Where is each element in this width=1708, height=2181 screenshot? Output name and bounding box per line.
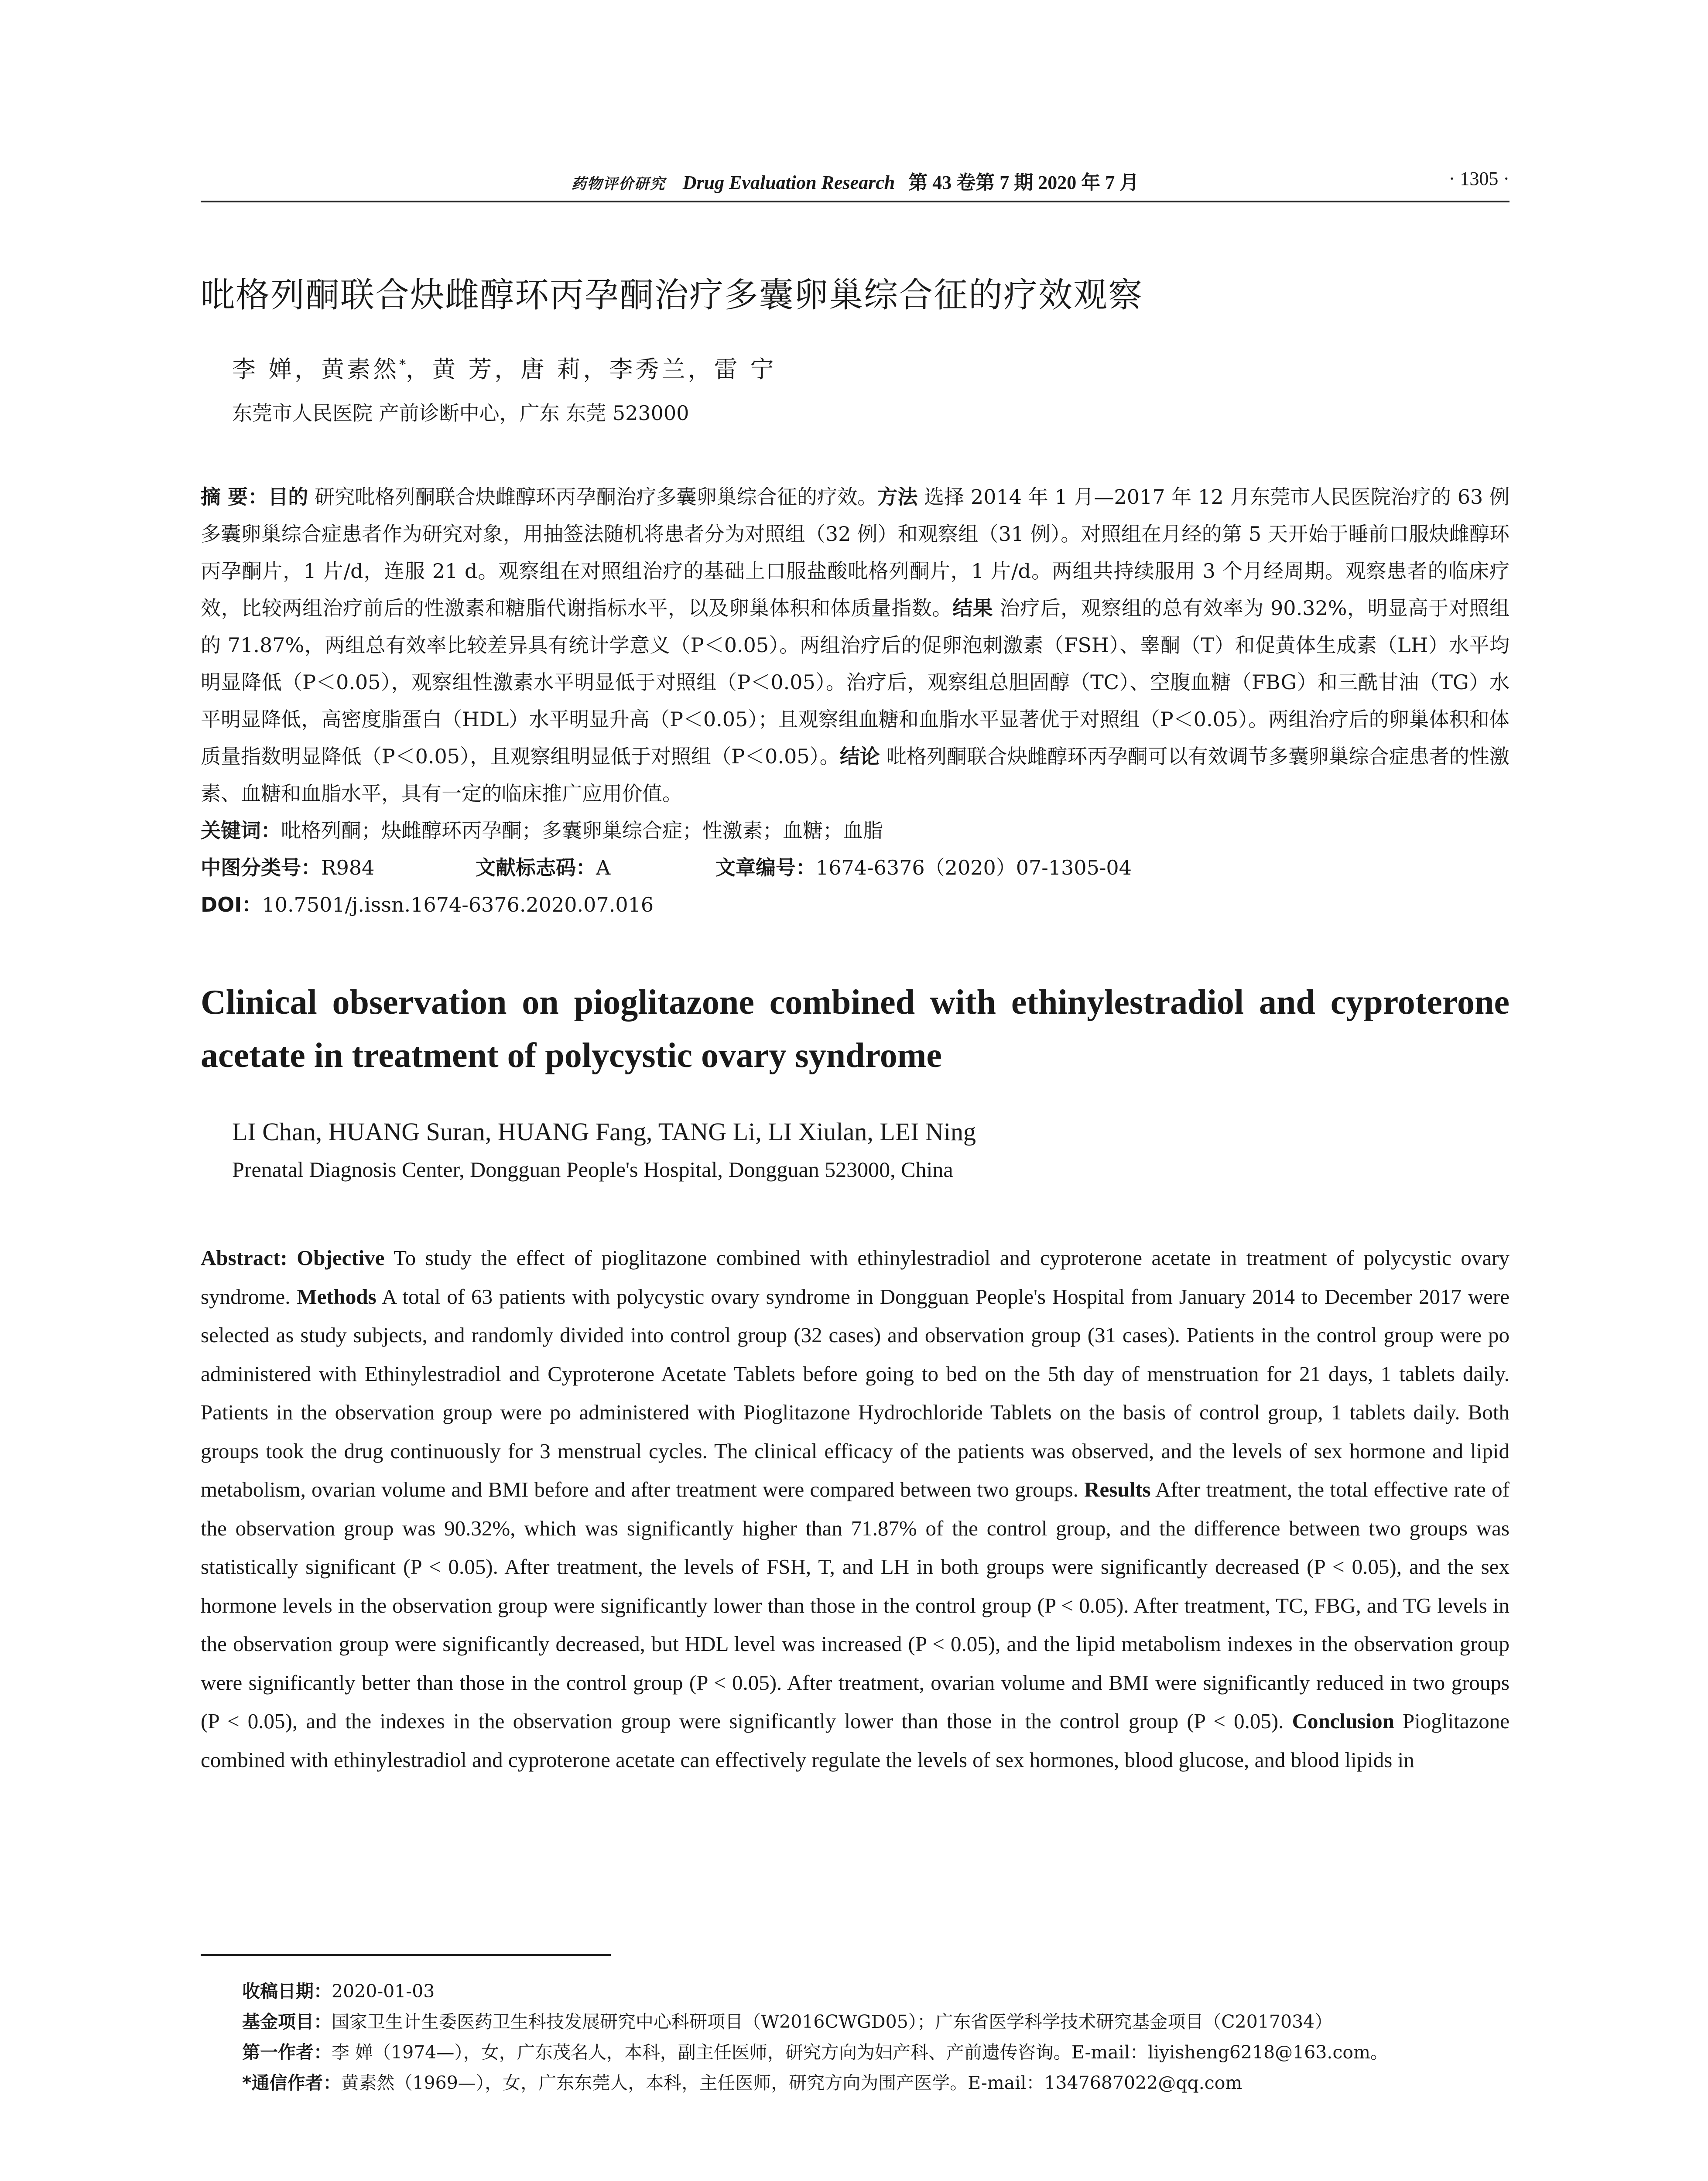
english-authors: LI Chan, HUANG Suran, HUANG Fang, TANG Li, LI Xiulan, LEI Ning [232,1118,976,1146]
doi-line [201,886,1509,923]
article-no-label: 文章编号： [715,856,816,879]
chinese-authors-part2: ，黄 芳，唐 莉，李秀兰，雷 宁 [406,356,777,383]
article-no-value: 1674-6376（2020）07-1305-04 [816,856,1132,879]
doc-code-label: 文献标志码： [476,856,596,879]
chinese-abstract [201,479,1509,812]
running-header [201,166,1509,202]
doc-code-value: A [596,856,611,879]
corresponding-mark: * [399,357,406,373]
clc-label: 中图分类号： [201,856,321,879]
keywords-label: 关键词： [201,819,281,842]
english-affiliation: Prenatal Diagnosis Center, Dongguan People's Hospital, Dongguan 523000, China [232,1157,953,1182]
received-label: 收稿日期： [242,1981,332,2002]
methods-text: 选择 2014 年 1 月—2017 年 12 月东莞市人民医院治疗的 63 例多囊卵巢综合症患者作为研究对象，用抽签法随机将患者分为对照组（32 例）和观察组（31 例）。对照组在月经的第 5 天开始于睡前口服炔雌醇环丙孕酮片，1 片/d，连服 21 d。观察组在对照组治疗的基础上口服盐酸吡格列酮片，1 片/d。两组共持续服用 3 个月经周期。观察患者的临床疗效，比较两组治疗前后的性激素和糖脂代谢指标水平，以及卵巢体积和体质量指数。 [201,485,1510,620]
chinese-authors-part1: 李 婵，黄素然 [232,356,400,383]
footnote-fund [242,2007,1529,2037]
conclusion-label: 结论 [839,745,880,768]
received-value: 2020-01-03 [332,1981,435,2002]
corresponding-label: *通信作者： [242,2072,341,2093]
footnotes [242,1976,1529,2098]
results-text: 治疗后，观察组的总有效率为 90.32%，明显高于对照组的 71.87%，两组总有效率比较差异具有统计学意义（P＜0.05）。两组治疗后的促卵泡刺激素（FSH）、睾酮（T）和促黄体生成素（LH）水平均明显降低（P＜0.05），观察组性激素水平明显低于对照组（P＜0.05）。治疗后，观察组总胆固醇（TC）、空腹血糖（FBG）和三酰甘油（TG）水平明显降低，高密度脂蛋白（HDL）水平明显升高（P＜0.05）；且观察组血糖和血脂水平显著优于对照组（P＜0.05）。两组治疗后的卵巢体积和体质量指数明显降低（P＜0.05），且观察组明显低于对照组（P＜0.05）。 [201,596,1509,768]
chinese-title: 吡格列酮联合炔雌醇环丙孕酮治疗多囊卵巢综合征的疗效观察 [201,276,1143,315]
footnote-first-author [242,2037,1529,2068]
chinese-affiliation: 东莞市人民医院 产前诊断中心，广东 东莞 523000 [232,401,689,425]
en-abstract-label: Abstract: [201,1246,288,1270]
en-results-text: After treatment, the total effective rate of the observation group was 90.32%, which was significantly higher than 71.87% of the control group, and the difference between two groups was statistically significant (P < 0.05). After treatment, the levels of FSH, T, and LH in both groups were significantly decreased (P < 0.05), and the sex hormone levels in the observation group were significantly lower than those in the control group (P < 0.05). After treatment, TC, FBG, and TG levels in the observation group were significantly decreased, but HDL level was increased (P < 0.05), and the lipid metabolism indexes in the observation group were significantly better than those in the control group (P < 0.05). After treatment, ovarian volume and BMI were significantly reduced in two groups (P < 0.05), and the indexes in the observation group were significantly lower than those in the control group (P < 0.05). [201,1477,1509,1733]
clc-value: R984 [321,856,375,879]
journal-logo: 药物评价研究 [571,175,666,193]
objective-text: 研究吡格列酮联合炔雌醇环丙孕酮治疗多囊卵巢综合征的疗效。 [315,485,878,509]
en-methods-text: A total of 63 patients with polycystic ovary syndrome in Dongguan People's Hospital from January 2014 to December 2017 were selected as study subjects, and randomly divided into control group (32 cases) and observation group (31 cases). Patients in the control group were po administered with Ethinylestradiol and Cyproterone Acetate Tablets before going to bed on the 5th day of menstruation for 21 days, 1 tablets daily. Patients in the observation group were po administered with Pioglitazone Hydrochloride Tablets on the basis of control group, 1 tablets daily. Both groups took the drug continuously for 3 menstrual cycles. The clinical efficacy of the patients was observed, and the levels of sex hormone and lipid metabolism, ovarian volume and BMI before and after treatment were compared between two groups. [201,1284,1509,1501]
methods-label: 方法 [877,485,918,509]
corresponding-value: 黄素然（1969—），女，广东东莞人，本科，主任医师，研究方向为围产医学。E-mail：1347687022@qq.com [341,2072,1242,2093]
first-author-label: 第一作者： [242,2042,332,2063]
doi-label: DOI： [201,893,262,916]
article-no-cell [715,849,1132,886]
en-methods-label: Methods [297,1284,377,1309]
fund-value: 国家卫生计生委医药卫生科技发展研究中心科研项目（W2016CWGD05）；广东省医学科学技术研究基金项目（C2017034） [332,2011,1333,2032]
en-objective-text: To study the effect of pioglitazone combined with ethinylestradiol and cyproterone acetate in treatment of polycystic ovary syndrome. [201,1246,1510,1309]
en-conclusion-label: Conclusion [1292,1709,1394,1733]
chinese-authors [232,351,1509,384]
keywords-text: 吡格列酮；炔雌醇环丙孕酮；多囊卵巢综合症；性激素；血糖；血脂 [281,819,883,842]
en-conclusion-text: Pioglitazone combined with ethinylestradiol and cyproterone acetate can effectively regulate the levels of sex hormones, blood glucose, and blood lipids in [201,1709,1509,1772]
results-label: 结果 [952,596,993,620]
journal-line [201,167,1509,195]
issue-info: 第 43 卷第 7 期 2020 年 7 月 [908,172,1139,193]
footnote-corresponding [242,2068,1529,2098]
doi-value: 10.7501/j.issn.1674-6376.2020.07.016 [262,893,654,916]
keywords-line [201,812,1509,849]
objective-label: 目的 [268,485,308,509]
english-title: Clinical observation on pioglitazone combined with ethinylestradiol and cyproterone acetate in treatment of polycystic ovary syndrome [201,983,1509,1075]
footnote-received [242,1976,1529,2007]
clc-cell [201,849,476,886]
en-results-label: Results [1084,1477,1151,1501]
page-number: · 1305 · [1448,168,1509,189]
first-author-value: 李 婵（1974—），女，广东茂名人，本科，副主任医师，研究方向为妇产科、产前遗传咨询。E-mail：liyisheng6218@163.com。 [332,2042,1388,2063]
classification-row [201,849,1509,886]
paper-page [201,166,1509,1779]
fund-label: 基金项目： [242,2011,332,2032]
abstract-label: 摘 要： [201,485,268,509]
conclusion-text: 吡格列酮联合炔雌醇环丙孕酮可以有效调节多囊卵巢综合症患者的性激素、血糖和血脂水平，具有一定的临床推广应用价值。 [201,745,1510,805]
doc-code-cell [476,849,715,886]
english-abstract [201,1239,1509,1779]
en-objective-label: Objective [297,1246,385,1270]
footnote-rule [201,1954,611,1956]
journal-name: Drug Evaluation Research [682,172,895,193]
